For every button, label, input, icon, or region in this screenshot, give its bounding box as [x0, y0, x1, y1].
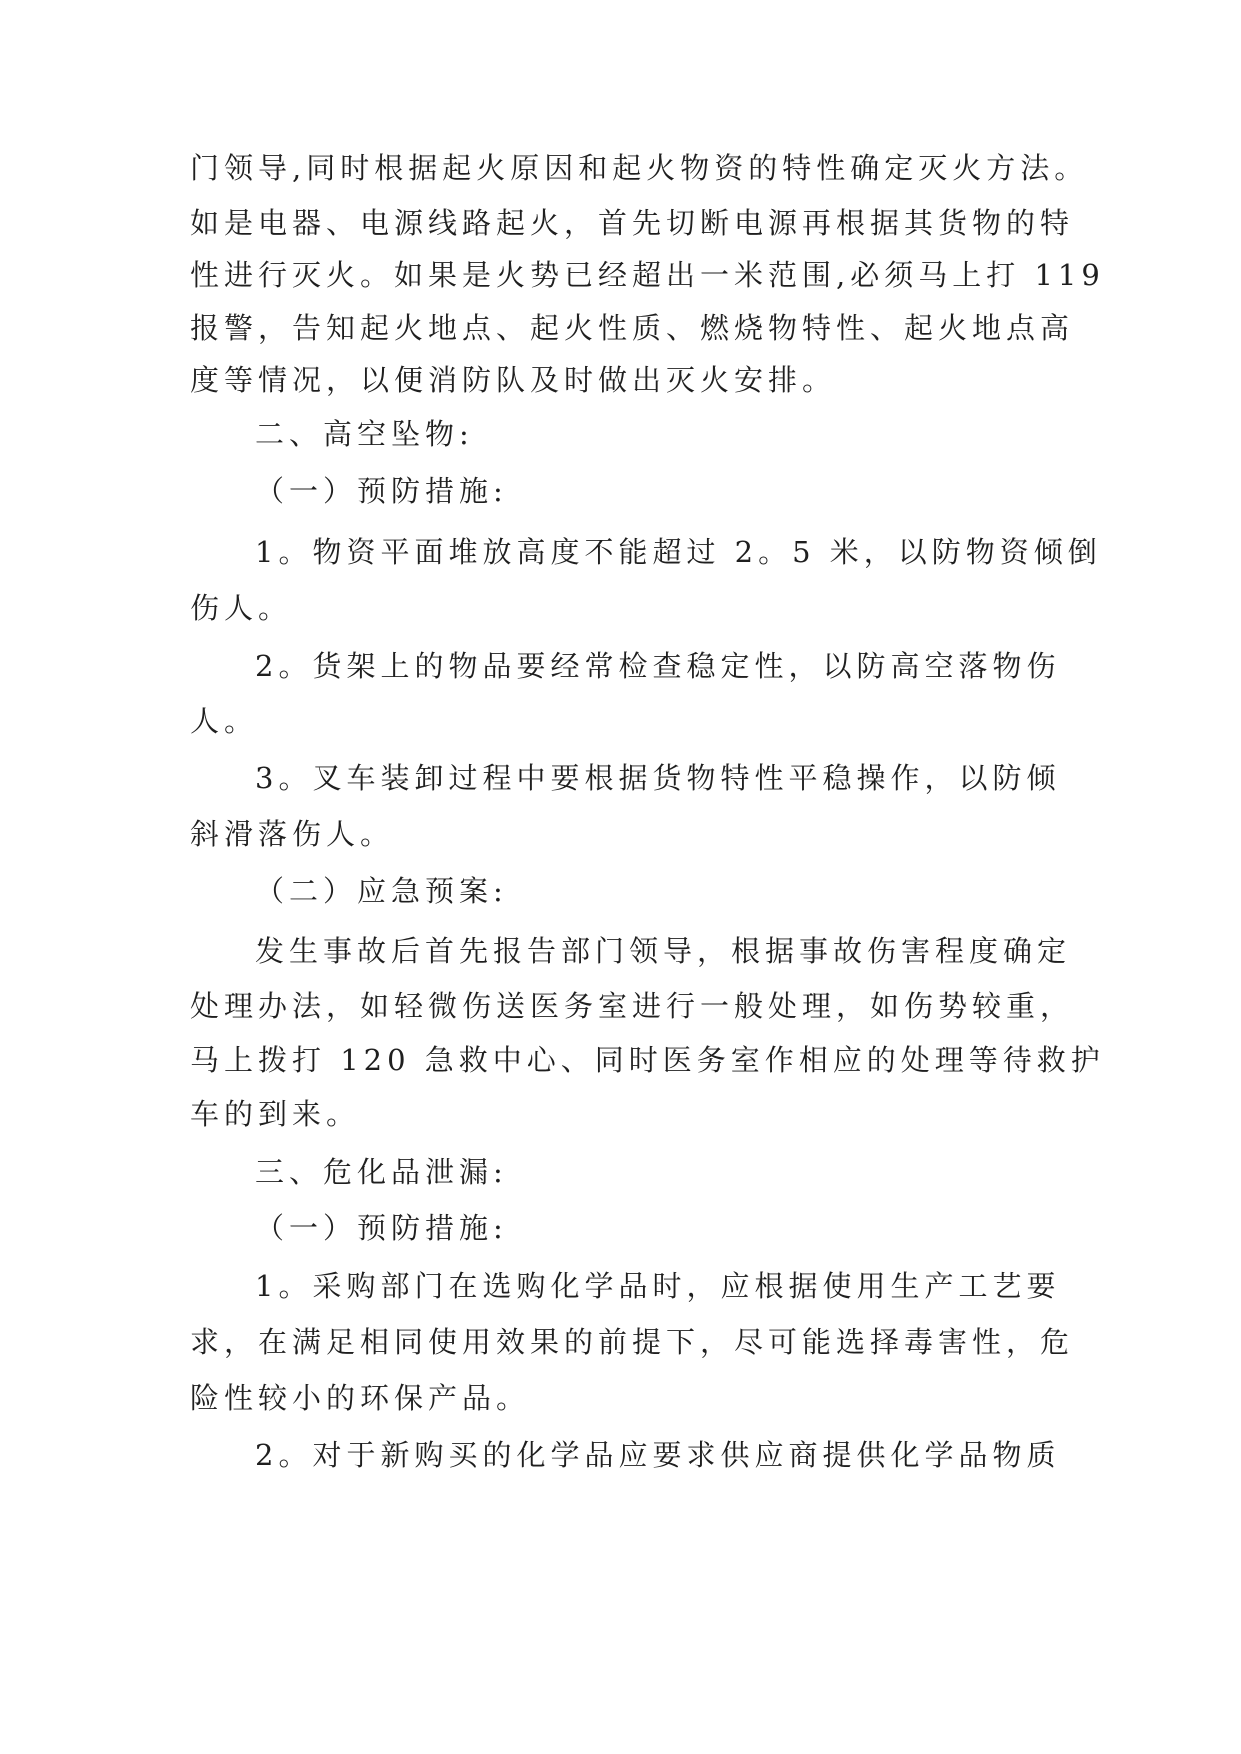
list-item: 1。采购部门在选购化学品时，应根据使用生产工艺要: [255, 1269, 1061, 1303]
paragraph-line: 门领导,同时根据起火原因和起火物资的特性确定灭火方法。: [190, 151, 1089, 185]
list-item: 3。叉车装卸过程中要根据货物特性平稳操作，以防倾: [255, 761, 1061, 795]
paragraph-line: 求，在满足相同使用效果的前提下，尽可能选择毒害性，危: [190, 1325, 1075, 1359]
paragraph-line: 伤人。: [190, 591, 293, 625]
paragraph-line: 处理办法，如轻微伤送医务室进行一般处理，如伤势较重，: [190, 989, 1075, 1023]
paragraph-line: 马上拨打 120 急救中心、同时医务室作相应的处理等待救护: [190, 1043, 1105, 1077]
section-heading: 三、危化品泄漏:: [255, 1155, 508, 1189]
paragraph-line: 发生事故后首先报告部门领导，根据事故伤害程度确定: [255, 934, 1072, 968]
paragraph-line: 斜滑落伤人。: [190, 817, 395, 851]
paragraph-line: 报警，告知起火地点、起火性质、燃烧物特性、起火地点高: [190, 311, 1075, 345]
paragraph-line: 车的到来。: [190, 1097, 361, 1131]
subsection-heading: （二）应急预案:: [255, 874, 508, 908]
section-heading: 二、高空坠物:: [255, 417, 474, 451]
subsection-heading: （一）预防措施:: [255, 474, 508, 508]
subsection-heading: （一）预防措施:: [255, 1211, 508, 1245]
paragraph-line: 度等情况，以便消防队及时做出灭火安排。: [190, 363, 837, 397]
list-item: 1。物资平面堆放高度不能超过 2。5 米，以防物资倾倒: [255, 535, 1102, 569]
paragraph-line: 如是电器、电源线路起火，首先切断电源再根据其货物的特: [190, 206, 1075, 240]
paragraph-line: 险性较小的环保产品。: [190, 1381, 531, 1415]
paragraph-line: 人。: [190, 704, 259, 738]
paragraph-line: 性进行灭火。如果是火势已经超出一米范围,必须马上打 119: [190, 258, 1105, 292]
list-item: 2。对于新购买的化学品应要求供应商提供化学品物质: [255, 1438, 1061, 1472]
list-item: 2。货架上的物品要经常检查稳定性，以防高空落物伤: [255, 649, 1061, 683]
